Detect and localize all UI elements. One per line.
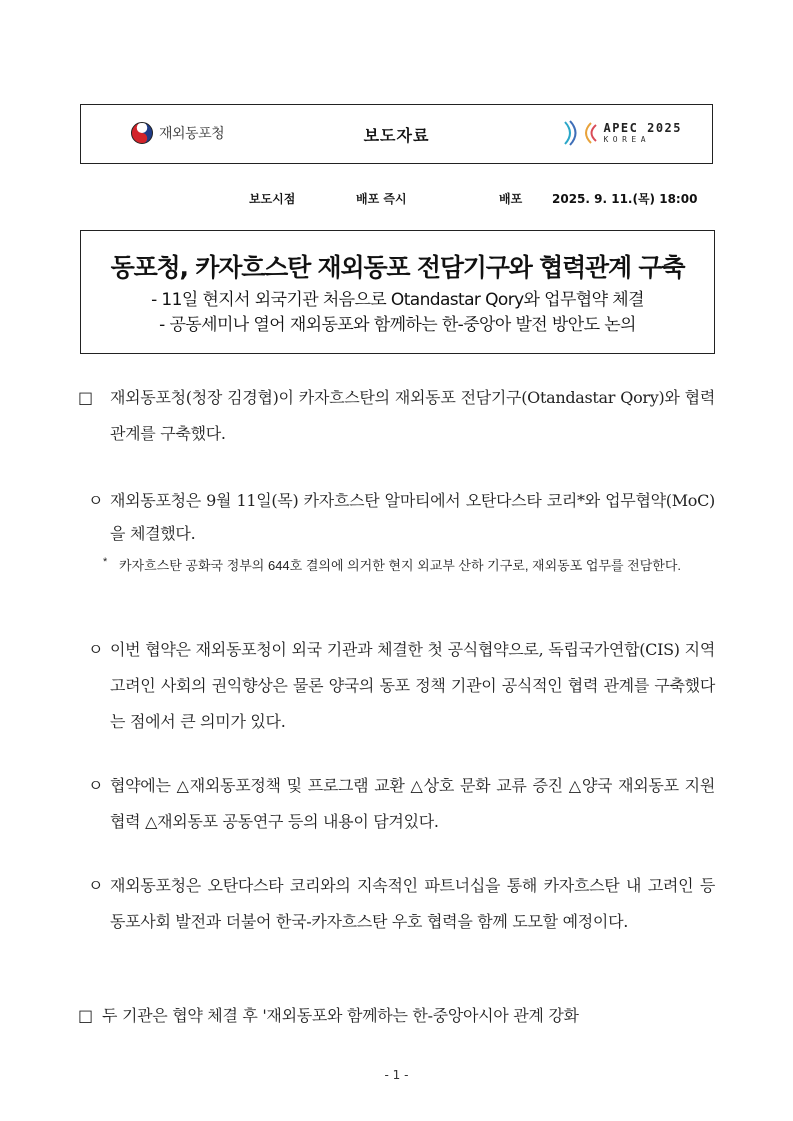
paragraph-text: 이번 협약은 재외동포청이 외국 기관과 체결한 첫 공식협약으로, 독립국가연합(CIS) 지역 고려인 사회의 권익향상은 물론 양국의 동포 정책 기관이 공식적인 협력 관계를 구축했다는 점에서 큰 의미가 있다.	[110, 640, 715, 731]
apec-title: APEC 2025	[603, 121, 682, 135]
paragraph-text: 재외동포청은 오탄다스타 코리와의 지속적인 파트너십을 통해 카자흐스탄 내 고려인 등 동포사회 발전과 더불어 한국-카자흐스탄 우호 협력을 함께 도모할 예정이다.	[110, 876, 715, 931]
paragraph-text: 두 기관은 협약 체결 후 '재외동포와 함께하는 한-중앙아시아 관계 강화	[102, 1006, 579, 1025]
release-time-label: 보도시점	[249, 192, 296, 206]
press-release-label: 보도자료	[363, 126, 430, 145]
circle-bullet: ㅇ	[88, 776, 104, 795]
subheadline-2: - 공동세미나 열어 재외동포와 함께하는 한-중앙아 발전 방안도 논의	[159, 315, 636, 335]
distribution-date: 2025. 9. 11.(목) 18:00	[552, 192, 698, 206]
page-number: - 1 -	[384, 1068, 409, 1082]
circle-bullet: ㅇ	[88, 640, 104, 659]
agency-name: 재외동포청	[159, 126, 225, 142]
paragraph-text: 재외동포청(청장 김경협)이 카자흐스탄의 재외동포 전담기구(Otandastar Qory)와 협력관계를 구축했다.	[110, 388, 715, 443]
apec-emblem-icon	[563, 118, 597, 148]
paragraph-6	[78, 998, 716, 1034]
press-release-header	[80, 104, 713, 164]
subheadline-1: - 11일 현지서 외국기관 처음으로 Otandastar Qory와 업무협약 체결	[151, 290, 644, 310]
paragraph-text: 협약에는 △재외동포정책 및 프로그램 교환 △상호 문화 교류 증진 △양국 재외동포 지원 협력 △재외동포 공동연구 등의 내용이 담겨있다.	[110, 776, 715, 831]
headline: 동포청, 카자흐스탄 재외동포 전담기구와 협력관계 구축	[110, 253, 685, 282]
paragraph-3	[88, 632, 715, 740]
circle-bullet: ㅇ	[88, 876, 104, 895]
square-bullet: □	[78, 388, 93, 407]
paragraph-4	[88, 768, 715, 840]
release-time-value: 배포 즉시	[356, 192, 407, 206]
paragraph-1	[78, 380, 715, 452]
square-bullet: □	[78, 1006, 93, 1025]
paragraph-5	[88, 868, 715, 940]
paragraph-text: 재외동포청은 9월 11일(목) 카자흐스탄 알마티에서 오탄다스타 코리*와 업무협약(MoC)을 체결했다.	[110, 491, 715, 543]
apec-country: KOREA	[603, 135, 651, 144]
asterisk-mark: *	[103, 556, 108, 568]
footnote	[103, 552, 716, 580]
apec-logo	[563, 118, 682, 148]
circle-bullet: ㅇ	[88, 491, 104, 510]
paragraph-2	[88, 484, 715, 550]
headline-box	[80, 230, 715, 354]
footnote-text: 카자흐스탄 공화국 정부의 644호 결의에 의거한 현지 외교부 산하 기구로, 재외동포 업무를 전담한다.	[119, 558, 682, 573]
distribution-label: 배포	[499, 192, 523, 206]
